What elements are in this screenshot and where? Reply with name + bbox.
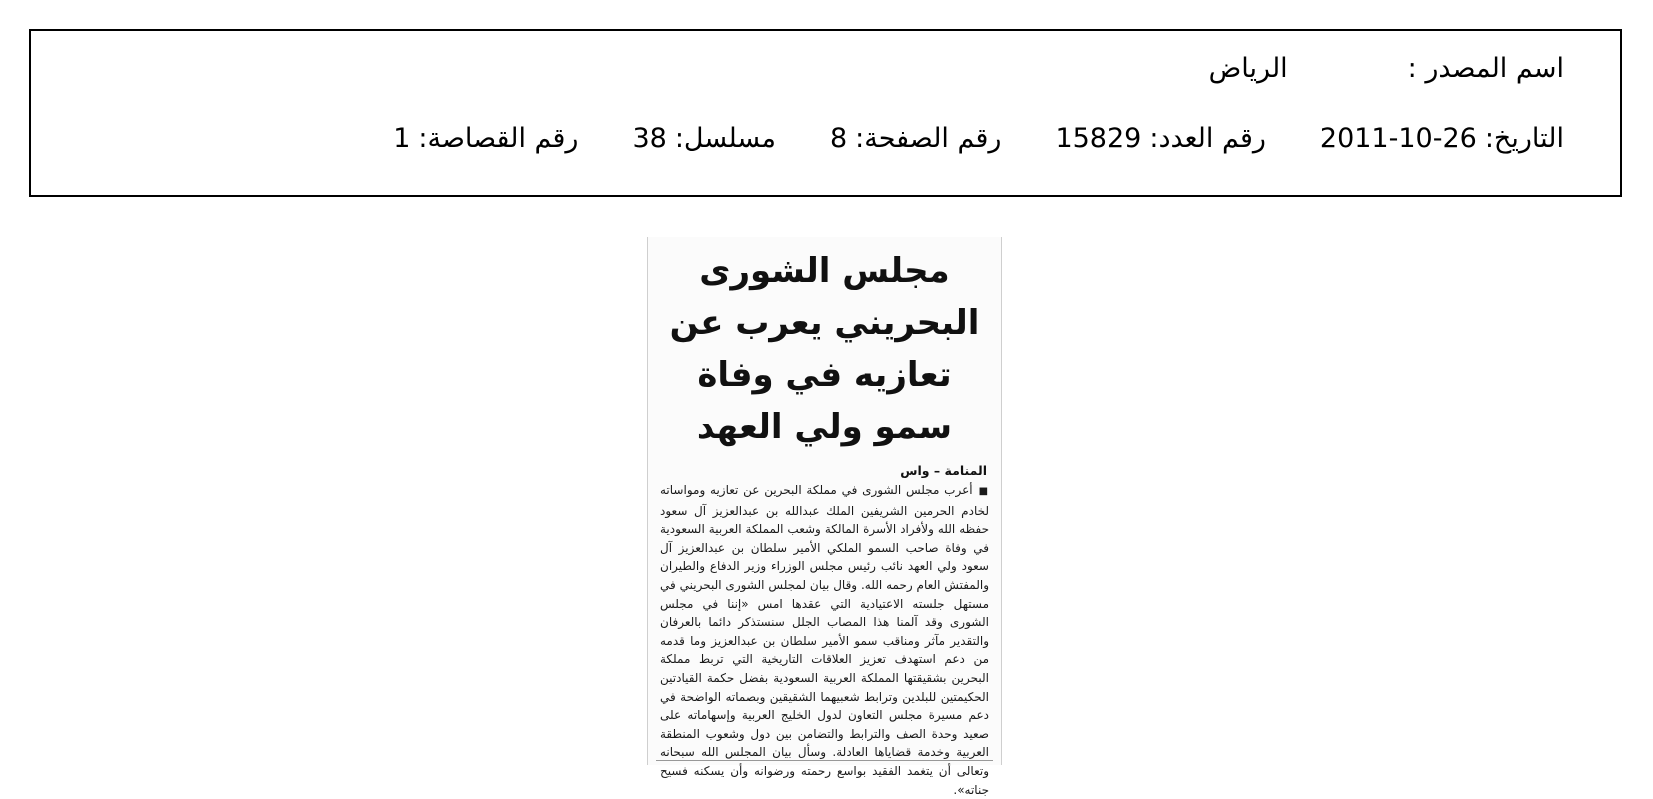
page-field <box>830 123 1002 154</box>
issue-value: 15829 <box>1055 123 1142 154</box>
date-field <box>1320 123 1564 154</box>
serial-value: 38 <box>632 123 667 154</box>
article-dateline: المنامة – واس <box>900 463 987 478</box>
issue-label: رقم العدد: <box>1149 123 1266 154</box>
source-label: اسم المصدر : <box>1407 53 1564 84</box>
date-value: 2011-10-26 <box>1319 123 1477 154</box>
serial-label: مسلسل: <box>674 123 776 154</box>
source-info-box <box>29 29 1622 197</box>
serial-field <box>632 123 775 154</box>
source-row <box>1209 53 1564 84</box>
article-body-block <box>660 481 989 799</box>
article-headline: مجلس الشورى البحريني يعرب عن تعازيه في وفاة سمو ولي العهد <box>669 251 980 447</box>
clipping-field <box>393 123 578 154</box>
bullet-square-icon: ■ <box>978 486 989 497</box>
clipping-bottom-rule <box>656 760 993 761</box>
page-value: 8 <box>829 123 848 154</box>
metadata-row <box>393 123 1564 154</box>
issue-field <box>1055 123 1265 154</box>
source-value: الرياض <box>1208 53 1288 84</box>
newspaper-clipping <box>647 237 1002 797</box>
clipping-label: رقم القصاصة: <box>418 123 579 154</box>
date-label: التاريخ: <box>1484 123 1564 154</box>
clipping-value: 1 <box>393 123 411 154</box>
article-body: أعرب مجلس الشورى في مملكة البحرين عن تعازيه ومواساته لخادم الحرمين الشريفين الملك عبدالله بن عبدالعزيز آل سعود حفظه الله ولأفراد الأسرة المالكة وشعب المملكة العربية السعودية في وفاة صاحب السمو الملكي الأمير سلطان بن عبدالعزيز آل سعود ولي العهد نائب رئيس مجلس الوزراء وزير الدفاع والطيران والمفتش العام رحمه الله. وقال بيان لمجلس الشورى البحريني في مستهل جلسته الاعتيادية التي عقدها امس «إننا في مجلس الشورى وقد آلمنا هذا المصاب الجلل سنستذكر دائما بالعرفان والتقدير مآثر ومناقب سمو الأمير سلطان بن عبدالعزيز وما قدمه من دعم استهدف تعزيز العلاقات التاريخية التي تربط مملكة البحرين بشقيقتها المملكة العربية السعودية بفضل حكمة القيادتين الحكيمتين للبلدين وترابط شعبيهما الشقيقين وبصماته الواضحة في دعم مسيرة مجلس التعاون لدول الخليج العربية وإسهاماته على صعيد وحدة الصف والترابط والتضامن بين دول وشعوب المنطقة العربية وخدمة قضاياها العادلة. وسأل بيان المجلس الله سبحانه وتعالى أن يتغمد الفقيد بواسع رحمته ورضوانه وأن يسكنه فسيح جناته». <box>660 483 989 797</box>
page-label: رقم الصفحة: <box>855 123 1002 154</box>
